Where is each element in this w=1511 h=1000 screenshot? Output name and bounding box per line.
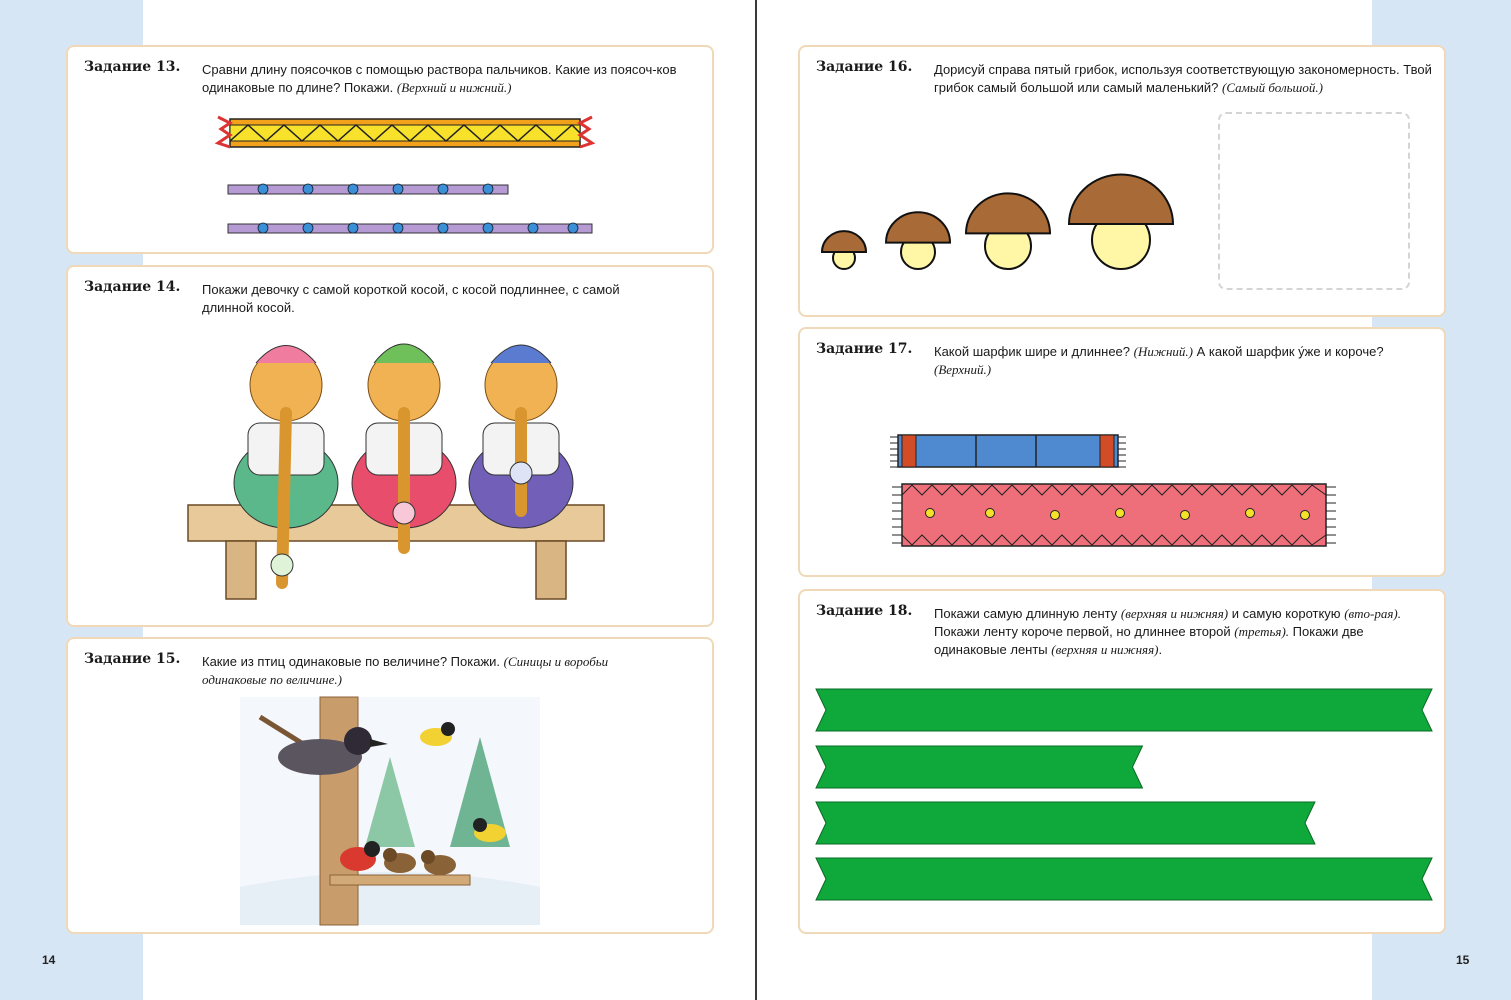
- ribbons-group: [800, 591, 1448, 936]
- task-15-question: Какие из птиц одинаковые по величине? Покажи.: [202, 654, 501, 669]
- task-18-text-2: и самую короткую: [1231, 606, 1341, 621]
- task-14-heading: Задание 14.: [84, 279, 181, 295]
- scarf-bottom: [892, 484, 1336, 546]
- page-number-left: 14: [42, 953, 56, 967]
- task-16-card: [798, 45, 1446, 317]
- task-13-heading: Задание 13.: [84, 59, 181, 75]
- task-15-card: [66, 637, 714, 934]
- task-17-question-2: А какой шарфик у́же и короче?: [1196, 344, 1384, 359]
- task-13-card: [66, 45, 714, 254]
- task-15-answer: (Синицы и воробьи одинаковые по величине.): [202, 654, 609, 687]
- scarves-illustration: [890, 429, 1340, 554]
- ribbon-3: [816, 802, 1315, 844]
- girls-on-bench-illustration: [186, 333, 606, 608]
- bird-feeder: [330, 875, 470, 885]
- task-15-text: [202, 653, 662, 689]
- ribbon-2: [816, 746, 1142, 788]
- task-18-answer-4: (верхняя и нижняя): [1051, 642, 1159, 657]
- task-16-heading: Задание 16.: [816, 59, 913, 75]
- task-17-card: [798, 327, 1446, 577]
- belt-middle: [228, 184, 508, 194]
- task-17-answer-1: (Нижний.): [1133, 344, 1193, 359]
- task-18-text-1: Покажи самую длинную ленту: [934, 606, 1118, 621]
- task-14-card: [66, 265, 714, 627]
- task-17-question-1: Какой шарфик шире и длиннее?: [934, 344, 1131, 359]
- mushroom-1: [822, 231, 866, 269]
- task-15-heading: Задание 15.: [84, 651, 181, 667]
- belt-top: [218, 117, 592, 147]
- task-13-answer: (Верхний и нижний.): [396, 80, 512, 95]
- task-18-text-3: Покажи ленту короче первой, но длиннее второй: [934, 624, 1231, 639]
- scarf-top: [890, 435, 1126, 467]
- task-18-answer-3: (третья).: [1234, 624, 1290, 639]
- page-number-right: 15: [1456, 953, 1470, 967]
- task-18-text-4: Покажи две одинаковые ленты: [934, 624, 1364, 657]
- mushroom-4: [1069, 174, 1173, 269]
- task-18-heading: Задание 18.: [816, 603, 913, 619]
- birds-illustration: [240, 697, 540, 925]
- belt-bottom: [228, 223, 592, 233]
- task-18-answer-2: (вто-рая).: [1344, 606, 1401, 621]
- task-18-card: [798, 589, 1446, 934]
- belts-illustration: [218, 115, 598, 245]
- task-17-text: [934, 343, 1434, 379]
- ribbon-1: [816, 689, 1432, 731]
- mushroom-3: [966, 193, 1050, 269]
- task-17-answer-2: (Верхний.): [934, 362, 992, 377]
- ribbon-4: [816, 858, 1432, 900]
- task-16-question: Дорисуй справа пятый грибок, используя соответствующую закономерность. Твой грибок самый большой или самый маленький?: [934, 62, 1432, 95]
- mushroom-2: [886, 212, 950, 269]
- task-16-answer: (Самый большой.): [1221, 80, 1323, 95]
- task-13-text: [202, 61, 702, 97]
- task-18-text-5: .: [1158, 642, 1163, 657]
- book-gutter: [755, 0, 757, 1000]
- girl-right: [469, 345, 573, 528]
- task-17-heading: Задание 17.: [816, 341, 913, 357]
- task-13-question: Сравни длину поясочков с помощью раствора пальчиков. Какие из поясоч-ков одинаковые по длине? Покажи.: [202, 62, 677, 95]
- empty-drawing-box[interactable]: [1218, 112, 1410, 290]
- task-14-text: Покажи девочку с самой короткой косой, с косой подлиннее, с самой длинной косой.: [202, 282, 620, 315]
- task-18-answer-1: (верхняя и нижняя): [1120, 606, 1229, 621]
